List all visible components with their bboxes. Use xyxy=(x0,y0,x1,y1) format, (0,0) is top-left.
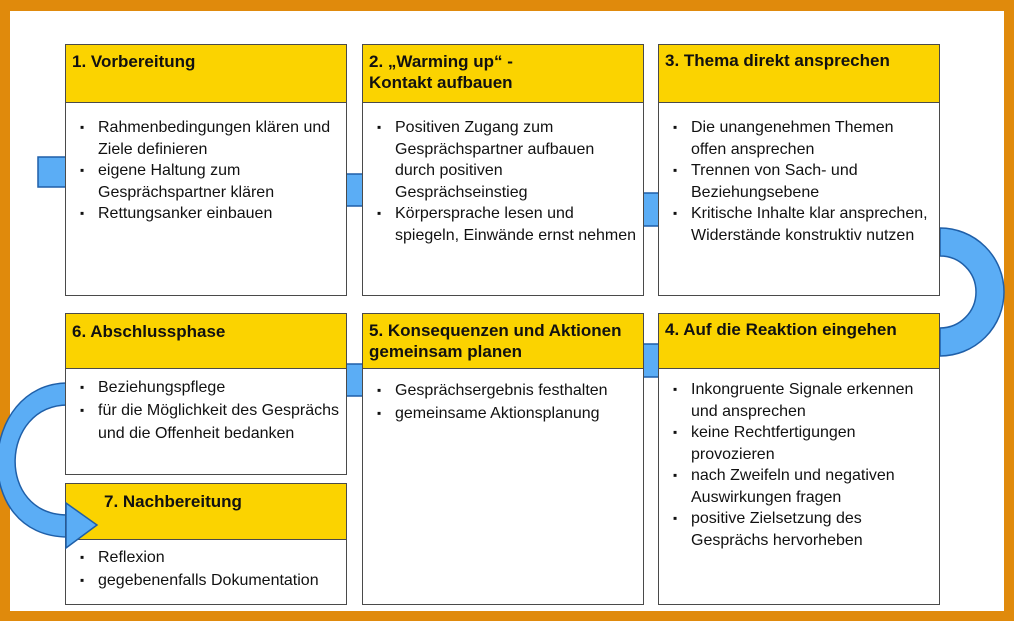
connector-3-4 xyxy=(940,228,1004,356)
step-7-title: 7. Nachbereitung xyxy=(66,484,346,540)
list-item: ▪ Rettungsanker einbauen xyxy=(78,203,340,225)
list-item: ▪ eigene Haltung zum Gesprächspartner klären xyxy=(78,160,340,203)
step-2-box xyxy=(362,44,644,296)
list-item: ▪ Die unangenehmen Themen offen ansprechen xyxy=(671,117,933,160)
list-item: ▪ Reflexion xyxy=(78,546,340,569)
list-item: ▪ Gesprächsergebnis festhalten xyxy=(375,379,637,402)
step-3-box xyxy=(658,44,940,296)
step-1-title: 1. Vorbereitung xyxy=(66,45,346,103)
list-item: ▪ Kritische Inhalte klar ansprechen, Widerstände konstruktiv nutzen xyxy=(671,203,933,246)
step-7-body xyxy=(66,540,346,592)
list-item: ▪ positive Zielsetzung des Gesprächs hervorheben xyxy=(671,508,933,551)
list-item: ▪ Körpersprache lesen und spiegeln, Einwände ernst nehmen xyxy=(375,203,637,246)
step-4-body xyxy=(659,369,939,551)
step-2-body xyxy=(363,103,643,246)
step-3-body xyxy=(659,103,939,246)
list-item: ▪ Trennen von Sach- und Beziehungsebene xyxy=(671,160,933,203)
step-6-title: 6. Abschlussphase xyxy=(66,314,346,369)
list-item: ▪ für die Möglichkeit des Gesprächs und die Offenheit bedanken xyxy=(78,399,340,445)
step-5-body xyxy=(363,369,643,425)
step-6-box xyxy=(65,313,347,475)
list-item: ▪ gemeinsame Aktionsplanung xyxy=(375,402,637,425)
connector-1-2 xyxy=(344,174,364,206)
step-4-title: 4. Auf die Reaktion eingehen xyxy=(659,314,939,369)
step-6-body xyxy=(66,369,346,445)
list-item: ▪ keine Rechtfertigungen provozieren xyxy=(671,422,933,465)
step-5-box xyxy=(362,313,644,605)
step-7-box xyxy=(65,483,347,605)
list-item: ▪ nach Zweifeln und negativen Auswirkungen fragen xyxy=(671,465,933,508)
list-item: ▪ Inkongruente Signale erkennen und ansprechen xyxy=(671,379,933,422)
list-item: ▪ Rahmenbedingungen klären und Ziele definieren xyxy=(78,117,340,160)
step-3-title: 3. Thema direkt ansprechen xyxy=(659,45,939,103)
step-2-title: 2. „Warming up“ - Kontakt aufbauen xyxy=(363,45,643,103)
step-4-box xyxy=(658,313,940,605)
step-5-title: 5. Konsequenzen und Aktionen gemeinsam planen xyxy=(363,314,643,369)
connector-5-6 xyxy=(344,364,364,396)
entry-connector xyxy=(38,157,68,187)
step-1-body xyxy=(66,103,346,225)
list-item: ▪ gegebenenfalls Dokumentation xyxy=(78,569,340,592)
list-item: ▪ Positiven Zugang zum Gesprächspartner aufbauen durch positiven Gesprächseinstieg xyxy=(375,117,637,203)
list-item: ▪ Beziehungspflege xyxy=(78,376,340,399)
step-1-box xyxy=(65,44,347,296)
